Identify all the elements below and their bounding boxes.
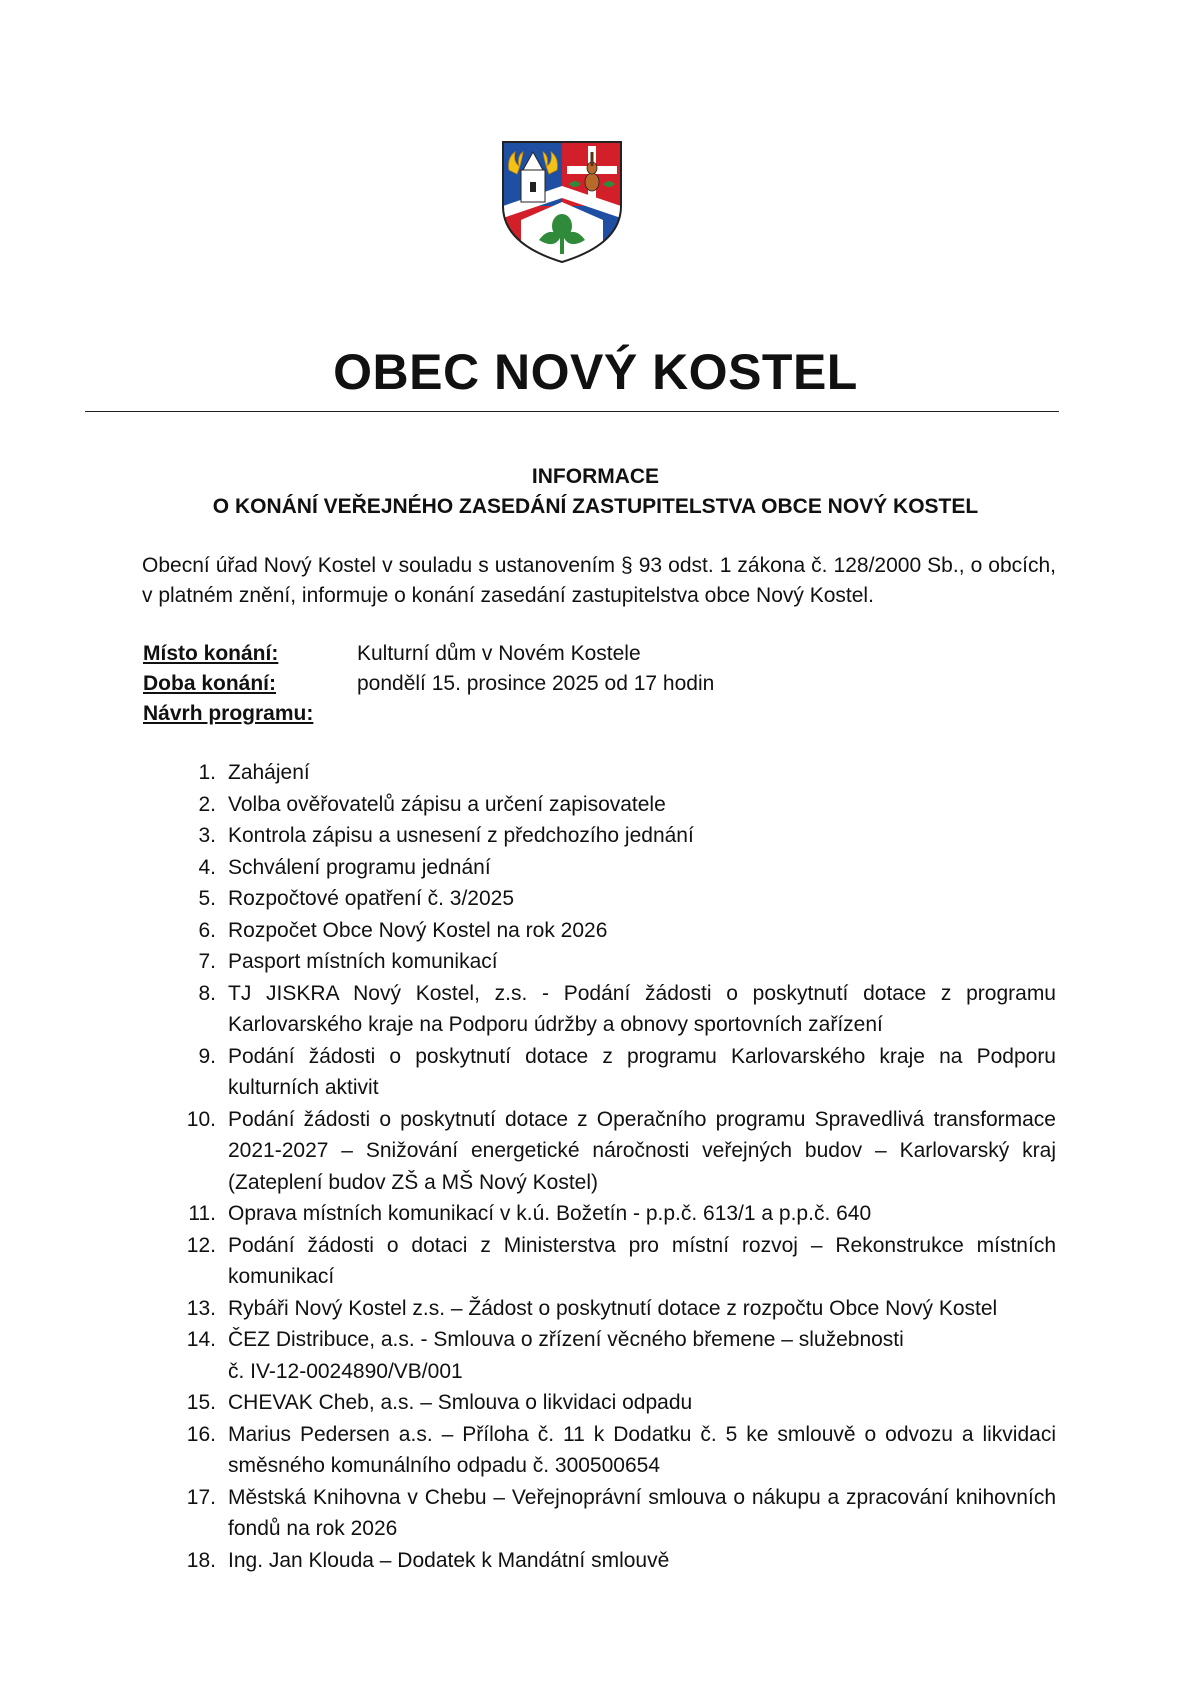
agenda-item-text: Marius Pedersen a.s. – Příloha č. 11 k Dodatku č. 5 ke smlouvě o odvozu a likvidaci směsného komunálního odpadu č. 300500654 <box>228 1422 1056 1477</box>
agenda-item-text: Městská Knihovna v Chebu – Veřejnoprávní smlouva o nákupu a zpracování knihovních fondů na rok 2026 <box>228 1485 1056 1540</box>
page-title: OBEC NOVÝ KOSTEL <box>333 344 858 400</box>
agenda-item-text: Rozpočtové opatření č. 3/2025 <box>228 887 515 910</box>
agenda-item <box>168 1293 1056 1325</box>
agenda-item-text: CHEVAK Cheb, a.s. – Smlouva o likvidaci odpadu <box>228 1391 693 1414</box>
agenda-item-text: Zahájení <box>228 761 310 784</box>
agenda-item <box>168 1041 1056 1104</box>
agenda-item-text: Podání žádosti o dotaci z Ministerstva pro místní rozvoj – Rekonstrukce místních komunikací <box>228 1233 1056 1288</box>
agenda-item-number: 9. <box>198 1044 216 1068</box>
place-value: Kulturní dům v Novém Kostele <box>357 642 641 665</box>
agenda-item-text: Rozpočet Obce Nový Kostel na rok 2026 <box>228 918 608 942</box>
program-label: Návrh programu: <box>143 702 314 725</box>
agenda-item-number: 17. <box>186 1485 216 1509</box>
agenda-item-text: Oprava místních komunikací v k.ú. Božetín - p.p.č. 613/1 a p.p.č. 640 <box>228 1202 872 1225</box>
agenda-item-text: Volba ověřovatelů zápisu a určení zapisovatele <box>228 792 666 816</box>
agenda-item-number: 7. <box>198 950 216 973</box>
agenda-item-number: 4. <box>198 855 216 879</box>
notice-heading: INFORMACE <box>531 465 660 488</box>
title-divider <box>85 411 1059 412</box>
agenda-item-number: 1. <box>198 761 216 784</box>
agenda-item-number: 5. <box>198 887 216 910</box>
agenda-item <box>168 915 1056 947</box>
agenda-item-text: Rybáři Nový Kostel z.s. – Žádost o poskytnutí dotace z rozpočtu Obce Nový Kostel <box>228 1296 998 1320</box>
agenda-item-number: 14. <box>186 1328 216 1351</box>
agenda-item <box>168 978 1056 1041</box>
agenda-item <box>168 757 1056 789</box>
time-value: pondělí 15. prosince 2025 od 17 hodin <box>357 672 715 695</box>
agenda-item-text: Pasport místních komunikací <box>228 950 498 973</box>
agenda-item-number: 12. <box>186 1233 216 1257</box>
agenda-item <box>168 820 1056 852</box>
agenda-item-number: 18. <box>186 1548 216 1572</box>
agenda-item <box>168 1482 1056 1545</box>
agenda-item-number: 3. <box>198 824 216 847</box>
agenda-item <box>168 1230 1056 1293</box>
agenda-item-number: 2. <box>198 792 216 816</box>
agenda-item-text: Kontrola zápisu a usnesení z předchozího jednání <box>228 824 694 847</box>
agenda-item-text: ČEZ Distribuce, a.s. - Smlouva o zřízení věcného břemene – služebnosti <box>228 1328 904 1351</box>
agenda-item <box>168 1198 1056 1230</box>
agenda-item-text: TJ JISKRA Nový Kostel, z.s. - Podání žádosti o poskytnutí dotace z programu Karlovarského kraje na Podporu údržby a obnovy sportovních zařízení <box>228 981 1056 1036</box>
agenda-list <box>168 757 1056 1576</box>
agenda-item-number: 10. <box>186 1107 216 1131</box>
time-label: Doba konání: <box>143 672 277 695</box>
agenda-item-number: 6. <box>198 918 216 942</box>
agenda-item-text: Podání žádosti o poskytnutí dotace z Operačního programu Spravedlivá transformace 2021-2027 – Snižování energetické náročnosti veřejných budov – Karlovarský kraj (Zateplení budov ZŠ a MŠ Nový Kostel) <box>228 1107 1056 1194</box>
agenda-item <box>168 1545 1056 1577</box>
agenda-item-text-continued: č. IV-12-0024890/VB/001 <box>228 1359 463 1383</box>
municipal-coat-of-arms-icon <box>501 140 623 264</box>
agenda-item-text: Schválení programu jednání <box>228 855 491 879</box>
agenda-item-number: 13. <box>186 1296 216 1320</box>
agenda-item-number: 8. <box>198 981 216 1005</box>
agenda-item <box>168 852 1056 884</box>
agenda-item-text: Ing. Jan Klouda – Dodatek k Mandátní smlouvě <box>228 1548 670 1572</box>
agenda-item <box>168 946 1056 978</box>
agenda-item-text: Podání žádosti o poskytnutí dotace z programu Karlovarského kraje na Podporu kulturních aktivit <box>228 1044 1056 1099</box>
intro-paragraph: Obecní úřad Nový Kostel v souladu s ustanovením § 93 odst. 1 zákona č. 128/2000 Sb., o obcích, v platném znění, informuje o konání zasedání zastupitelstva obce Nový Kostel. <box>142 554 1056 607</box>
agenda-item <box>168 1387 1056 1419</box>
agenda-item <box>168 1324 1056 1387</box>
agenda-item-number: 16. <box>186 1422 216 1446</box>
notice-subheading: O KONÁNÍ VEŘEJNÉHO ZASEDÁNÍ ZASTUPITELSTVA OBCE NOVÝ KOSTEL <box>212 495 979 518</box>
agenda-item <box>168 1104 1056 1199</box>
agenda-item <box>168 883 1056 915</box>
agenda-item <box>168 789 1056 821</box>
place-label: Místo konání: <box>143 642 279 665</box>
agenda-item <box>168 1419 1056 1482</box>
agenda-item-number: 15. <box>186 1391 216 1414</box>
agenda-item-number: 11. <box>188 1202 216 1225</box>
